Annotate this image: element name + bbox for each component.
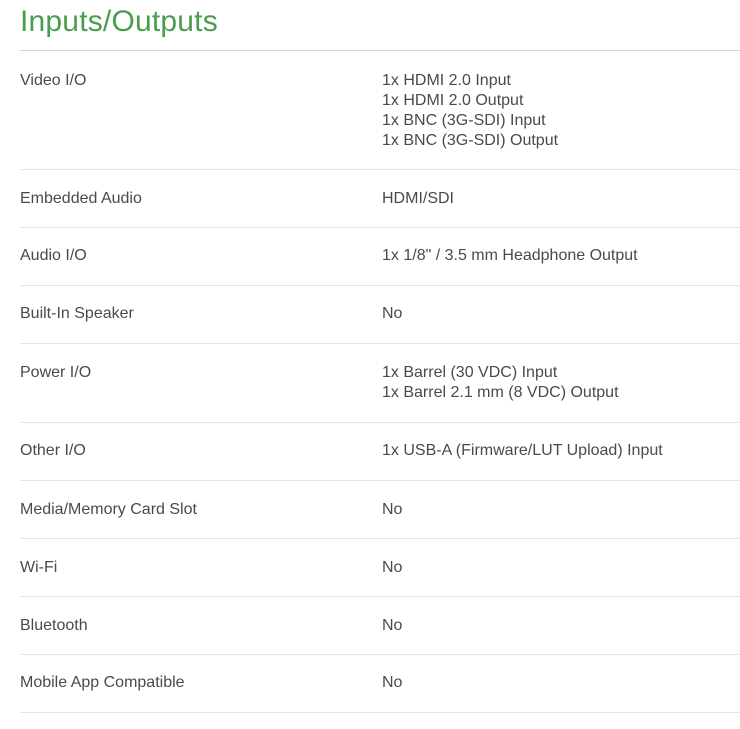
- spec-row-power-io: [20, 344, 740, 423]
- spec-label: Mobile App Compatible: [20, 674, 185, 691]
- spec-label: Power I/O: [20, 364, 92, 381]
- spec-label: Video I/O: [20, 72, 87, 89]
- spec-value: 1x HDMI 2.0 Output: [382, 92, 524, 109]
- spec-value: No: [382, 559, 403, 576]
- spec-value: 1x Barrel 2.1 mm (8 VDC) Output: [382, 384, 619, 401]
- spec-value: No: [382, 305, 403, 322]
- spec-value: No: [382, 617, 403, 634]
- spec-values: [382, 189, 454, 209]
- spec-row-video-io: [20, 51, 740, 170]
- spec-label: Embedded Audio: [20, 190, 142, 207]
- spec-row-built-in-speaker: [20, 286, 740, 344]
- spec-label: Audio I/O: [20, 247, 87, 264]
- spec-values: [382, 363, 619, 403]
- spec-value: 1x Barrel (30 VDC) Input: [382, 364, 558, 381]
- spec-label: Media/Memory Card Slot: [20, 501, 197, 518]
- spec-values: [382, 304, 402, 324]
- spec-values: [382, 673, 402, 693]
- spec-row-audio-io: [20, 228, 740, 286]
- spec-values: [382, 558, 402, 578]
- spec-value: No: [382, 674, 403, 691]
- spec-values: [382, 500, 402, 520]
- spec-values: [382, 71, 558, 151]
- spec-label: Built-In Speaker: [20, 305, 134, 322]
- spec-row-other-io: [20, 423, 740, 481]
- spec-values: [382, 246, 638, 266]
- spec-label: Bluetooth: [20, 617, 88, 634]
- spec-value: 1x USB-A (Firmware/LUT Upload) Input: [382, 442, 663, 459]
- section-title: Inputs/Outputs: [20, 5, 218, 38]
- specs-table: [20, 51, 740, 713]
- spec-row-wifi: [20, 539, 740, 597]
- spec-label: Wi-Fi: [20, 559, 58, 576]
- spec-value: 1x BNC (3G-SDI) Output: [382, 132, 559, 149]
- spec-value: 1x BNC (3G-SDI) Input: [382, 112, 546, 129]
- spec-row-bluetooth: [20, 597, 740, 655]
- spec-label: Other I/O: [20, 442, 86, 459]
- spec-value: 1x 1/8" / 3.5 mm Headphone Output: [382, 247, 638, 264]
- spec-values: [382, 616, 402, 636]
- spec-value: HDMI/SDI: [382, 190, 454, 207]
- spec-row-embedded-audio: [20, 170, 740, 228]
- spec-value: 1x HDMI 2.0 Input: [382, 72, 511, 89]
- spec-values: [382, 441, 663, 461]
- spec-value: No: [382, 501, 403, 518]
- spec-row-media-card-slot: [20, 481, 740, 539]
- spec-row-mobile-app: [20, 655, 740, 713]
